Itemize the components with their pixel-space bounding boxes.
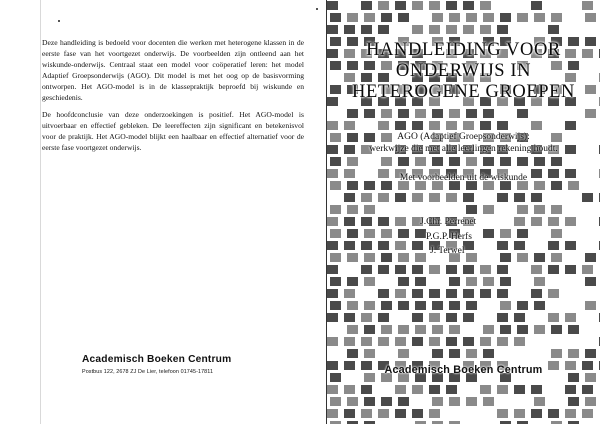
pattern-block [514, 409, 525, 418]
pattern-block [517, 205, 528, 214]
pattern-block [551, 325, 562, 334]
pattern-block [378, 121, 389, 130]
pattern-block [429, 121, 440, 130]
pattern-block [364, 301, 375, 310]
scan-speck [316, 8, 318, 10]
pattern-block [531, 1, 542, 10]
pattern-block [463, 1, 474, 10]
pattern-block [347, 301, 358, 310]
pattern-block [548, 25, 559, 34]
pattern-block [381, 13, 392, 22]
front-cover-publisher: Academisch Boeken Centrum [384, 364, 543, 376]
pattern-block [378, 241, 389, 250]
pattern-block [415, 301, 426, 310]
pattern-block [330, 229, 341, 238]
pattern-block [344, 25, 355, 34]
pattern-block [466, 301, 477, 310]
pattern-block [565, 217, 576, 226]
pattern-block [483, 277, 494, 286]
pattern-block [364, 13, 375, 22]
pattern-block [497, 121, 508, 130]
pattern-block [432, 109, 443, 118]
pattern-block [412, 25, 423, 34]
pattern-block [432, 13, 443, 22]
pattern-block [585, 253, 596, 262]
pattern-block [327, 385, 338, 394]
pattern-block [378, 1, 389, 10]
pattern-block [432, 325, 443, 334]
pattern-block [585, 397, 596, 406]
pattern-block [395, 265, 406, 274]
pattern-block [466, 277, 477, 286]
pattern-block [381, 229, 392, 238]
pattern-block [568, 325, 579, 334]
cover-title-line-2: ONDERWIJS IN [395, 61, 532, 81]
pattern-block [395, 193, 406, 202]
pattern-block [446, 1, 457, 10]
pattern-block [398, 301, 409, 310]
pattern-block [381, 301, 392, 310]
pattern-block [364, 205, 375, 214]
pattern-block [565, 385, 576, 394]
pattern-block [327, 1, 338, 10]
pattern-block [500, 157, 511, 166]
pattern-block [347, 397, 358, 406]
pattern-block [364, 349, 375, 358]
pattern-block [398, 13, 409, 22]
pattern-block [398, 349, 409, 358]
pattern-block [429, 337, 440, 346]
pattern-block [497, 193, 508, 202]
pattern-block [446, 385, 457, 394]
pattern-block [330, 301, 341, 310]
pattern-block [480, 337, 491, 346]
pattern-block [412, 385, 423, 394]
pattern-block [344, 313, 355, 322]
pattern-block [446, 193, 457, 202]
pattern-block [582, 265, 593, 274]
pattern-block [378, 193, 389, 202]
author-1: J.Chr. Perrenet [420, 217, 477, 227]
pattern-block [449, 277, 460, 286]
pattern-block [497, 265, 508, 274]
pattern-block [446, 25, 457, 34]
pattern-block [398, 157, 409, 166]
pattern-block [412, 337, 423, 346]
pattern-block [551, 13, 562, 22]
pattern-block [497, 25, 508, 34]
pattern-block [534, 277, 545, 286]
pattern-block [330, 397, 341, 406]
pattern-block [330, 13, 341, 22]
pattern-block [364, 325, 375, 334]
pattern-block [517, 301, 528, 310]
pattern-block [361, 385, 372, 394]
pattern-block [344, 337, 355, 346]
pattern-block [514, 385, 525, 394]
pattern-block [432, 157, 443, 166]
back-cover-publisher-address: Postbus 122, 2678 ZJ De Lier, telefoon 01745-17811 [82, 369, 214, 375]
pattern-block [534, 205, 545, 214]
pattern-block [551, 229, 562, 238]
pattern-block [497, 409, 508, 418]
pattern-block [585, 277, 596, 286]
pattern-block [330, 205, 341, 214]
back-cover-blurb [42, 38, 304, 161]
pattern-block [534, 325, 545, 334]
pattern-block [398, 325, 409, 334]
pattern-block [415, 277, 426, 286]
pattern-block [361, 1, 372, 10]
pattern-block [483, 157, 494, 166]
pattern-block [449, 109, 460, 118]
pattern-block [500, 301, 511, 310]
pattern-block [548, 313, 559, 322]
pattern-block [446, 313, 457, 322]
pattern-block [531, 217, 542, 226]
pattern-block [327, 241, 338, 250]
pattern-block [463, 313, 474, 322]
pattern-block [327, 25, 338, 34]
cover-examples-line: Met voorbeelden uit de wiskunde [399, 173, 528, 183]
pattern-block [582, 193, 593, 202]
pattern-block [446, 265, 457, 274]
pattern-block [347, 109, 358, 118]
pattern-block [432, 349, 443, 358]
pattern-block [449, 349, 460, 358]
pattern-block [398, 109, 409, 118]
pattern-block [551, 349, 562, 358]
pattern-block [582, 1, 593, 10]
pattern-block [531, 289, 542, 298]
pattern-block [500, 325, 511, 334]
pattern-block [548, 265, 559, 274]
pattern-block [585, 301, 596, 310]
pattern-block [398, 253, 409, 262]
pattern-block [429, 385, 440, 394]
pattern-block [582, 409, 593, 418]
pattern-block [361, 241, 372, 250]
pattern-block [466, 349, 477, 358]
pattern-block [378, 337, 389, 346]
pattern-block [497, 337, 508, 346]
pattern-block [415, 109, 426, 118]
pattern-block [364, 277, 375, 286]
pattern-block [347, 253, 358, 262]
pattern-block [398, 229, 409, 238]
pattern-block [364, 253, 375, 262]
scan-speck [58, 20, 60, 22]
pattern-block [463, 265, 474, 274]
cover-subtitle-line-1: AGO (Adaptief Groepsonderwijs): [397, 132, 530, 142]
pattern-block [347, 325, 358, 334]
pattern-block [429, 1, 440, 10]
cover-title-line-1: HANDLEIDING VOOR [366, 40, 561, 60]
pattern-block [327, 265, 338, 274]
pattern-block [381, 253, 392, 262]
pattern-block [483, 397, 494, 406]
pattern-block [347, 349, 358, 358]
pattern-block [565, 313, 576, 322]
pattern-block [497, 289, 508, 298]
pattern-block [500, 277, 511, 286]
pattern-block [565, 241, 576, 250]
pattern-block [412, 193, 423, 202]
pattern-block [483, 349, 494, 358]
pattern-block [568, 397, 579, 406]
pattern-block [327, 217, 338, 226]
pattern-block [412, 289, 423, 298]
blurb-paragraph-1: Deze handleiding is bedoeld voor docenten die werken met heterogene klassen in de eerste fase van het voortgezet onderwijs. De voorbeelden zijn ontleend aan het wiskunde-onderwijs. Centraal staat een model voor coöperatief leren: het model Adaptief Groepsonderwijs (AGO). Dit model is met het oog op de basisvorming ontworpen. Het AGO-model is in de klassepraktijk beproefd bij wiskunde en geschiedenis. [42, 38, 304, 102]
pattern-block [551, 205, 562, 214]
pattern-block [381, 109, 392, 118]
pattern-block [534, 301, 545, 310]
pattern-block [344, 217, 355, 226]
author-3: J. Terwel [430, 246, 465, 256]
pattern-block [551, 253, 562, 262]
pattern-block [565, 265, 576, 274]
pattern-block [466, 397, 477, 406]
pattern-block [531, 385, 542, 394]
pattern-block [429, 25, 440, 34]
pattern-block [395, 385, 406, 394]
pattern-block [463, 25, 474, 34]
pattern-block [480, 289, 491, 298]
pattern-block [565, 121, 576, 130]
pattern-block [463, 121, 474, 130]
pattern-block [395, 217, 406, 226]
back-cover-publisher-name: Academisch Boeken Centrum [82, 354, 232, 365]
pattern-block [432, 397, 443, 406]
pattern-block [531, 121, 542, 130]
pattern-block [395, 241, 406, 250]
pattern-block [517, 325, 528, 334]
pattern-block [466, 109, 477, 118]
pattern-block [347, 13, 358, 22]
pattern-block [361, 409, 372, 418]
pattern-block [446, 337, 457, 346]
pattern-block [395, 1, 406, 10]
pattern-block [347, 277, 358, 286]
pattern-block [361, 193, 372, 202]
pattern-block [517, 13, 528, 22]
pattern-block [463, 289, 474, 298]
pattern-block [330, 157, 341, 166]
pattern-block [517, 109, 528, 118]
pattern-block [415, 157, 426, 166]
pattern-block [344, 193, 355, 202]
pattern-block [449, 397, 460, 406]
pattern-block [429, 265, 440, 274]
pattern-block [412, 265, 423, 274]
pattern-block [466, 13, 477, 22]
pattern-block [497, 385, 508, 394]
pattern-block [534, 13, 545, 22]
pattern-block [327, 409, 338, 418]
pattern-block [514, 193, 525, 202]
pattern-block [497, 313, 508, 322]
cover-title [327, 40, 600, 103]
pattern-block [395, 121, 406, 130]
pattern-block [480, 121, 491, 130]
pattern-block [378, 409, 389, 418]
pattern-block [347, 229, 358, 238]
pattern-block [483, 325, 494, 334]
author-2: P.G.P. Herfs [426, 231, 472, 242]
pattern-block [344, 241, 355, 250]
pattern-block [412, 409, 423, 418]
pattern-block [463, 337, 474, 346]
pattern-block [483, 205, 494, 214]
pattern-block [517, 157, 528, 166]
pattern-block [398, 277, 409, 286]
pattern-block [500, 13, 511, 22]
pattern-block [483, 109, 494, 118]
pattern-block [378, 265, 389, 274]
pattern-block [429, 193, 440, 202]
pattern-block [344, 121, 355, 130]
pattern-block [480, 265, 491, 274]
pattern-block [585, 13, 596, 22]
pattern-block [585, 349, 596, 358]
pattern-block [378, 313, 389, 322]
pattern-block [466, 205, 477, 214]
pattern-block [480, 385, 491, 394]
pattern-block [378, 25, 389, 34]
pattern-block [548, 289, 559, 298]
pattern-block [531, 193, 542, 202]
pattern-block [330, 253, 341, 262]
pattern-block [429, 313, 440, 322]
pattern-block [463, 193, 474, 202]
pattern-block [347, 157, 358, 166]
back-cover-publisher-block [82, 354, 314, 375]
pattern-block [378, 289, 389, 298]
back-cover-edge [40, 0, 41, 424]
pattern-block [330, 277, 341, 286]
pattern-block [344, 289, 355, 298]
pattern-block [364, 109, 375, 118]
pattern-block [568, 349, 579, 358]
pattern-block [514, 337, 525, 346]
pattern-block [429, 409, 440, 418]
pattern-block [582, 385, 593, 394]
pattern-block [565, 409, 576, 418]
pattern-block [381, 157, 392, 166]
pattern-block [344, 385, 355, 394]
pattern-block [395, 409, 406, 418]
pattern-block [344, 409, 355, 418]
pattern-block [361, 313, 372, 322]
pattern-block [548, 217, 559, 226]
pattern-block [378, 217, 389, 226]
pattern-block [449, 325, 460, 334]
pattern-block [415, 325, 426, 334]
pattern-block [432, 301, 443, 310]
pattern-block [327, 337, 338, 346]
pattern-block [364, 397, 375, 406]
pattern-block [446, 289, 457, 298]
pattern-block [514, 313, 525, 322]
pattern-block [327, 289, 338, 298]
cover-title-line-3: HETEROGENE GROEPEN [351, 82, 576, 102]
pattern-block [364, 229, 375, 238]
cover-authors [420, 215, 530, 259]
pattern-block [395, 289, 406, 298]
pattern-block [381, 325, 392, 334]
pattern-block [534, 397, 545, 406]
cover-subtitle-line-2: werkwijze die met alle leerlingen rekening houdt. [369, 144, 558, 154]
pattern-block [449, 13, 460, 22]
pattern-block [551, 157, 562, 166]
pattern-block [449, 157, 460, 166]
pattern-block [480, 1, 491, 10]
pattern-block [395, 337, 406, 346]
pattern-block [412, 121, 423, 130]
pattern-block [531, 265, 542, 274]
pattern-block [548, 409, 559, 418]
pattern-block [327, 121, 338, 130]
pattern-block [466, 157, 477, 166]
pattern-block [381, 397, 392, 406]
pattern-block [480, 25, 491, 34]
pattern-block [347, 205, 358, 214]
pattern-block [412, 1, 423, 10]
pattern-block [446, 121, 457, 130]
pattern-block [361, 265, 372, 274]
pattern-block [534, 157, 545, 166]
cover-subtitle [327, 131, 600, 155]
pattern-block [429, 289, 440, 298]
pattern-block [412, 313, 423, 322]
pattern-block [327, 313, 338, 322]
blurb-paragraph-2: De hoofdconclusie van deze onderzoekingen is positief. Het AGO-model is uitvoerbaar en effectief gebleken. De leereffecten zijn significant en betekenisvol voor de praktijk. Het AGO-model blijkt een haalbaar en effectief alternatief voor de eerste fase voortgezet onderwijs. [42, 110, 304, 153]
pattern-block [361, 337, 372, 346]
pattern-block [361, 25, 372, 34]
pattern-block [585, 109, 596, 118]
pattern-block [548, 241, 559, 250]
pattern-block [531, 409, 542, 418]
pattern-block [483, 13, 494, 22]
pattern-block [361, 217, 372, 226]
pattern-block [398, 397, 409, 406]
pattern-block [449, 301, 460, 310]
pattern-block [534, 253, 545, 262]
